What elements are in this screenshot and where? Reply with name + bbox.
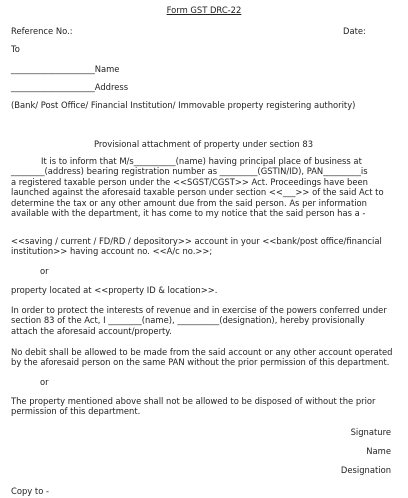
name-label: Name (366, 446, 391, 456)
paragraph-1-line-5: determine the tax or any other amount due from the said person. As per information (11, 197, 367, 208)
or-separator-2: or (40, 377, 49, 387)
paragraph-4-line-2: permission of this department. (11, 406, 141, 417)
property-line: property located at <<property ID & location>>. (11, 285, 218, 295)
form-title: Form GST DRC-22 (166, 5, 242, 15)
date-label: Date: (343, 26, 366, 36)
paragraph-4 (11, 396, 403, 417)
or-separator-1: or (40, 266, 49, 276)
signature-label: Signature (350, 427, 391, 437)
to-label: To (11, 44, 20, 54)
paragraph-3-line-2: by the aforesaid person on the same PAN without the prior permission of this department. (11, 357, 390, 368)
paragraph-4-line-1: The property mentioned above shall not be allowed to be disposed of without the prior (11, 396, 376, 406)
paragraph-1-line-3: a registered taxable person under the <<SGST/CGST>> Act. Proceedings have been (11, 176, 368, 187)
paragraph-2-line-1: In order to protect the interests of revenue and in exercise of the powers conferred under (11, 305, 387, 315)
account-paragraph (11, 236, 403, 257)
reference-label: Reference No.: (11, 26, 73, 36)
paragraph-2-line-3: attach the aforesaid account/property. (11, 325, 172, 336)
paragraph-3 (11, 347, 403, 368)
paragraph-2-line-2: section 83 of the Act, I ________(name), __________(designation), hereby provisionally (11, 315, 365, 326)
address-line: ____________________Address (11, 82, 129, 92)
paragraph-1-line-4: launched against the aforesaid taxable person under section <<___>> of the said Act to (11, 187, 384, 198)
account-line-2: institution>> having account no. <<A/c no.>>; (11, 246, 213, 257)
designation-label: Designation (340, 465, 391, 475)
paragraph-3-line-1: No debit shall be allowed to be made from the said account or any other account operated (11, 347, 393, 357)
account-line-1: <<saving / current / FD/RD / depository>> account in your <<bank/post office/financial (11, 236, 382, 246)
name-line: ____________________Name (11, 64, 120, 74)
authority-line: (Bank/ Post Office/ Financial Institution/ Immovable property registering authority) (11, 100, 356, 110)
paragraph-1-line-6: available with the department, it has come to my notice that the said person has a - (11, 208, 366, 219)
paragraph-1-line-1: It is to inform that M/s__________(name) having principal place of business at (41, 156, 362, 166)
copy-to-label: Copy to - (11, 486, 49, 496)
paragraph-2 (11, 305, 403, 336)
subject-heading: Provisional attachment of property under section 83 (94, 139, 314, 149)
paragraph-1 (11, 156, 403, 218)
paragraph-1-line-2: ________(address) bearing registration number as _________(GSTIN/ID), PAN_________is (11, 166, 368, 177)
